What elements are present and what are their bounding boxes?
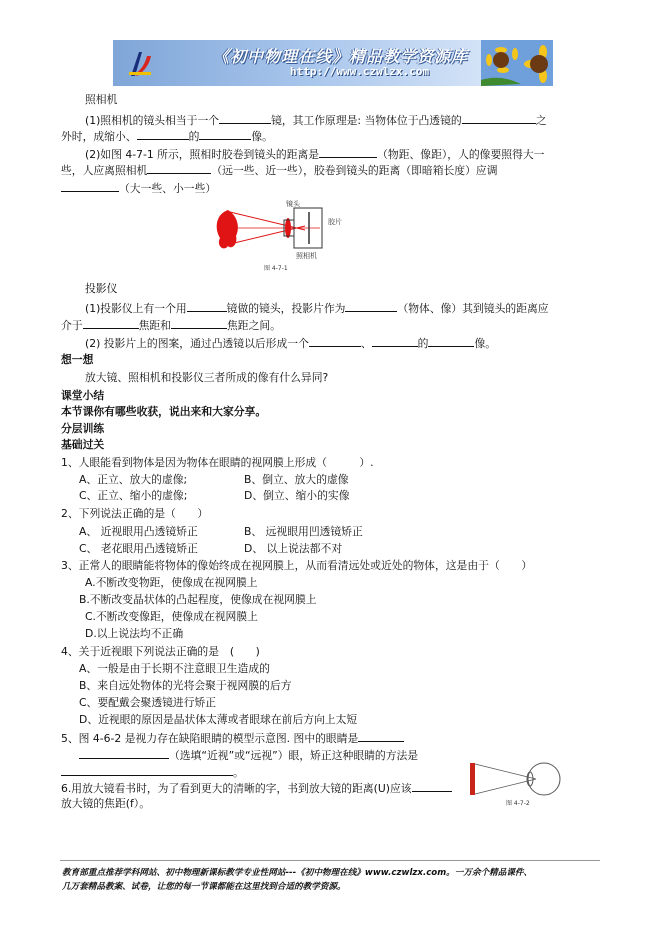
q3-option-b: B.不断改变晶状体的凸起程度，使像成在视网膜上 <box>79 593 317 606</box>
question-4: 4、关于近视眼下列说法正确的是 ( ) <box>61 645 260 658</box>
site-logo-icon <box>127 48 153 78</box>
camera-label: 照相机 <box>296 252 317 260</box>
blank <box>61 180 119 192</box>
blank <box>462 112 536 124</box>
text: 焦距和 <box>138 319 171 332</box>
q2-option-b: B、 远视眼用凹透镜矫正 <box>244 525 363 538</box>
text: (1)投影仪上有一个用 <box>85 302 187 315</box>
blank <box>187 300 227 312</box>
q1-option-a: A、正立、放大的虚像; <box>79 473 188 486</box>
text: 焦距之间。 <box>226 319 281 332</box>
question-5-line3 <box>61 764 244 780</box>
question-1: 1、人眼能看到物体是因为物体在眼睛的视网膜上形成（ ）. <box>61 456 374 469</box>
blank <box>199 128 251 140</box>
blank <box>358 730 404 742</box>
summary-text: 本节课你有哪些收获，说出来和大家分享。 <box>61 405 267 418</box>
text: 介于 <box>61 319 83 332</box>
blank <box>345 300 397 312</box>
text: （大一些、小一些） <box>119 182 217 195</box>
blank <box>137 128 189 140</box>
question-3: 3、正常人的眼睛能将物体的像始终成在视网膜上，从而看清远处或近处的物体，这是由于（ ） <box>61 559 533 572</box>
text: (2)如图 4-7-1 所示，照相时胶卷到镜头的距离是 <box>85 148 320 161</box>
text: 。 <box>233 766 244 779</box>
text: 外时，成缩小、 <box>61 130 137 143</box>
q2-option-d: D、 以上说法都不对 <box>244 542 343 555</box>
text: 像。 <box>251 130 273 143</box>
blank <box>147 162 211 174</box>
practice-heading: 分层训练 <box>61 422 105 435</box>
q4-option-b: B、来自远处物体的光将会聚于视网膜的后方 <box>79 679 292 692</box>
camera-q1-line2 <box>61 128 273 144</box>
banner-url[interactable]: http://www.czwlzx.com <box>290 65 430 78</box>
figure-2-caption: 图 4-7-2 <box>506 800 530 807</box>
blank <box>309 335 361 347</box>
eye-diagram <box>466 761 586 807</box>
question-6-line2: 放大镜的焦距(f）。 <box>61 797 150 810</box>
header-banner <box>113 40 553 86</box>
blank <box>83 317 139 329</box>
footer-divider <box>60 860 600 861</box>
q3-option-a: A.不断改变物距，使像成在视网膜上 <box>85 576 258 589</box>
sunflower-icon <box>481 40 553 86</box>
text: (1)照相机的镜头相当于一个 <box>85 114 220 127</box>
q4-option-c: C、要配戴会聚透镜进行矫正 <box>79 696 217 709</box>
question-5-line1 <box>61 730 404 746</box>
text: 、 <box>360 337 372 350</box>
q3-option-c: C.不断改变像距，使像成在视网膜上 <box>85 610 258 623</box>
blank <box>219 112 271 124</box>
text: 镜，其工作原理是: 当物体位于凸透镜的 <box>271 114 462 127</box>
q4-option-a: A、一般是由于长期不注意眼卫生造成的 <box>79 662 270 675</box>
text: （远一些、近一些），胶卷到镜头的距离（即暗箱长度）应调 <box>211 164 498 177</box>
text: 镜做的镜头，投影片作为 <box>226 302 346 315</box>
q2-option-a: A、 近视眼用凸透镜矫正 <box>79 525 198 538</box>
projector-p1-line2 <box>61 317 281 333</box>
text: 的 <box>188 130 200 143</box>
footer-line-2: 几万套精品教案、试卷，让您的每一节课都能在这里找到合适的教学资源。 <box>62 882 346 892</box>
camera-q2-line2 <box>61 162 498 178</box>
practice-subheading: 基础过关 <box>61 438 105 451</box>
text: 些，人应离照相机 <box>61 164 148 177</box>
text: （物体、像）其到镜头的距离应 <box>397 302 549 315</box>
camera-q1-line1 <box>85 112 546 128</box>
blank <box>412 780 452 792</box>
film-label: 胶片 <box>328 218 342 226</box>
blank <box>372 335 418 347</box>
text: (2) 投影片上的图案，通过凸透镜以后形成一个 <box>85 337 309 350</box>
camera-q2-line3 <box>61 180 216 196</box>
question-5-line2 <box>79 747 418 763</box>
blank <box>79 747 169 759</box>
figure-caption: 图 4-7-1 <box>264 265 288 272</box>
think-heading: 想一想 <box>61 353 94 366</box>
text: 像。 <box>474 337 497 350</box>
q1-option-d: D、倒立、缩小的实像 <box>244 489 350 502</box>
blank <box>171 317 227 329</box>
blank <box>61 764 233 776</box>
lens-label: 镜头 <box>286 200 300 208</box>
camera-q2-line1 <box>85 146 544 162</box>
text: 的 <box>417 337 429 350</box>
q1-option-b: B、倒立、放大的虚像 <box>244 473 349 486</box>
q2-option-c: C、 老花眼用凸透镜矫正 <box>79 542 198 555</box>
camera-heading: 照相机 <box>85 93 118 106</box>
question-2: 2、下列说法正确的是（ ） <box>61 507 209 520</box>
footer-line-1: 教育部重点推荐学科网站、初中物理新课标教学专业性网站---《初中物理在线》www.czwlzx.com。一万余个精品课件、 <box>62 868 533 878</box>
q4-option-d: D、近视眼的原因是晶状体太薄或者眼球在前后方向上太短 <box>79 713 358 726</box>
text: （选填“近视”或“远视”）眼，矫正这种眼睛的方法是 <box>169 749 419 762</box>
summary-heading: 课堂小结 <box>61 389 105 402</box>
banner-title: 《初中物理在线》精品教学资源库 <box>213 47 469 66</box>
projector-p2 <box>85 335 496 351</box>
projector-heading: 投影仪 <box>85 282 118 295</box>
projector-p1-line1 <box>85 300 549 316</box>
text: （物距、像距），人的像要照得大一 <box>377 148 545 161</box>
think-text: 放大镜、照相机和投影仪三者所成的像有什么异同? <box>85 371 329 384</box>
question-6-line1 <box>61 780 452 796</box>
text: 5、图 4-6-2 是视力存在缺陷眼睛的模型示意图. 图中的眼睛是 <box>61 732 359 745</box>
camera-diagram <box>210 198 358 272</box>
q3-option-d: D.以上说法均不正确 <box>85 627 184 640</box>
blank <box>428 335 474 347</box>
blank <box>319 146 377 158</box>
text: 6.用放大镜看书时，为了看到更大的清晰的字，书到放大镜的距离(U)应该 <box>61 782 412 795</box>
text: 之 <box>535 114 547 127</box>
q1-option-c: C、正立、缩小的虚像; <box>79 489 188 502</box>
footer <box>62 866 532 894</box>
